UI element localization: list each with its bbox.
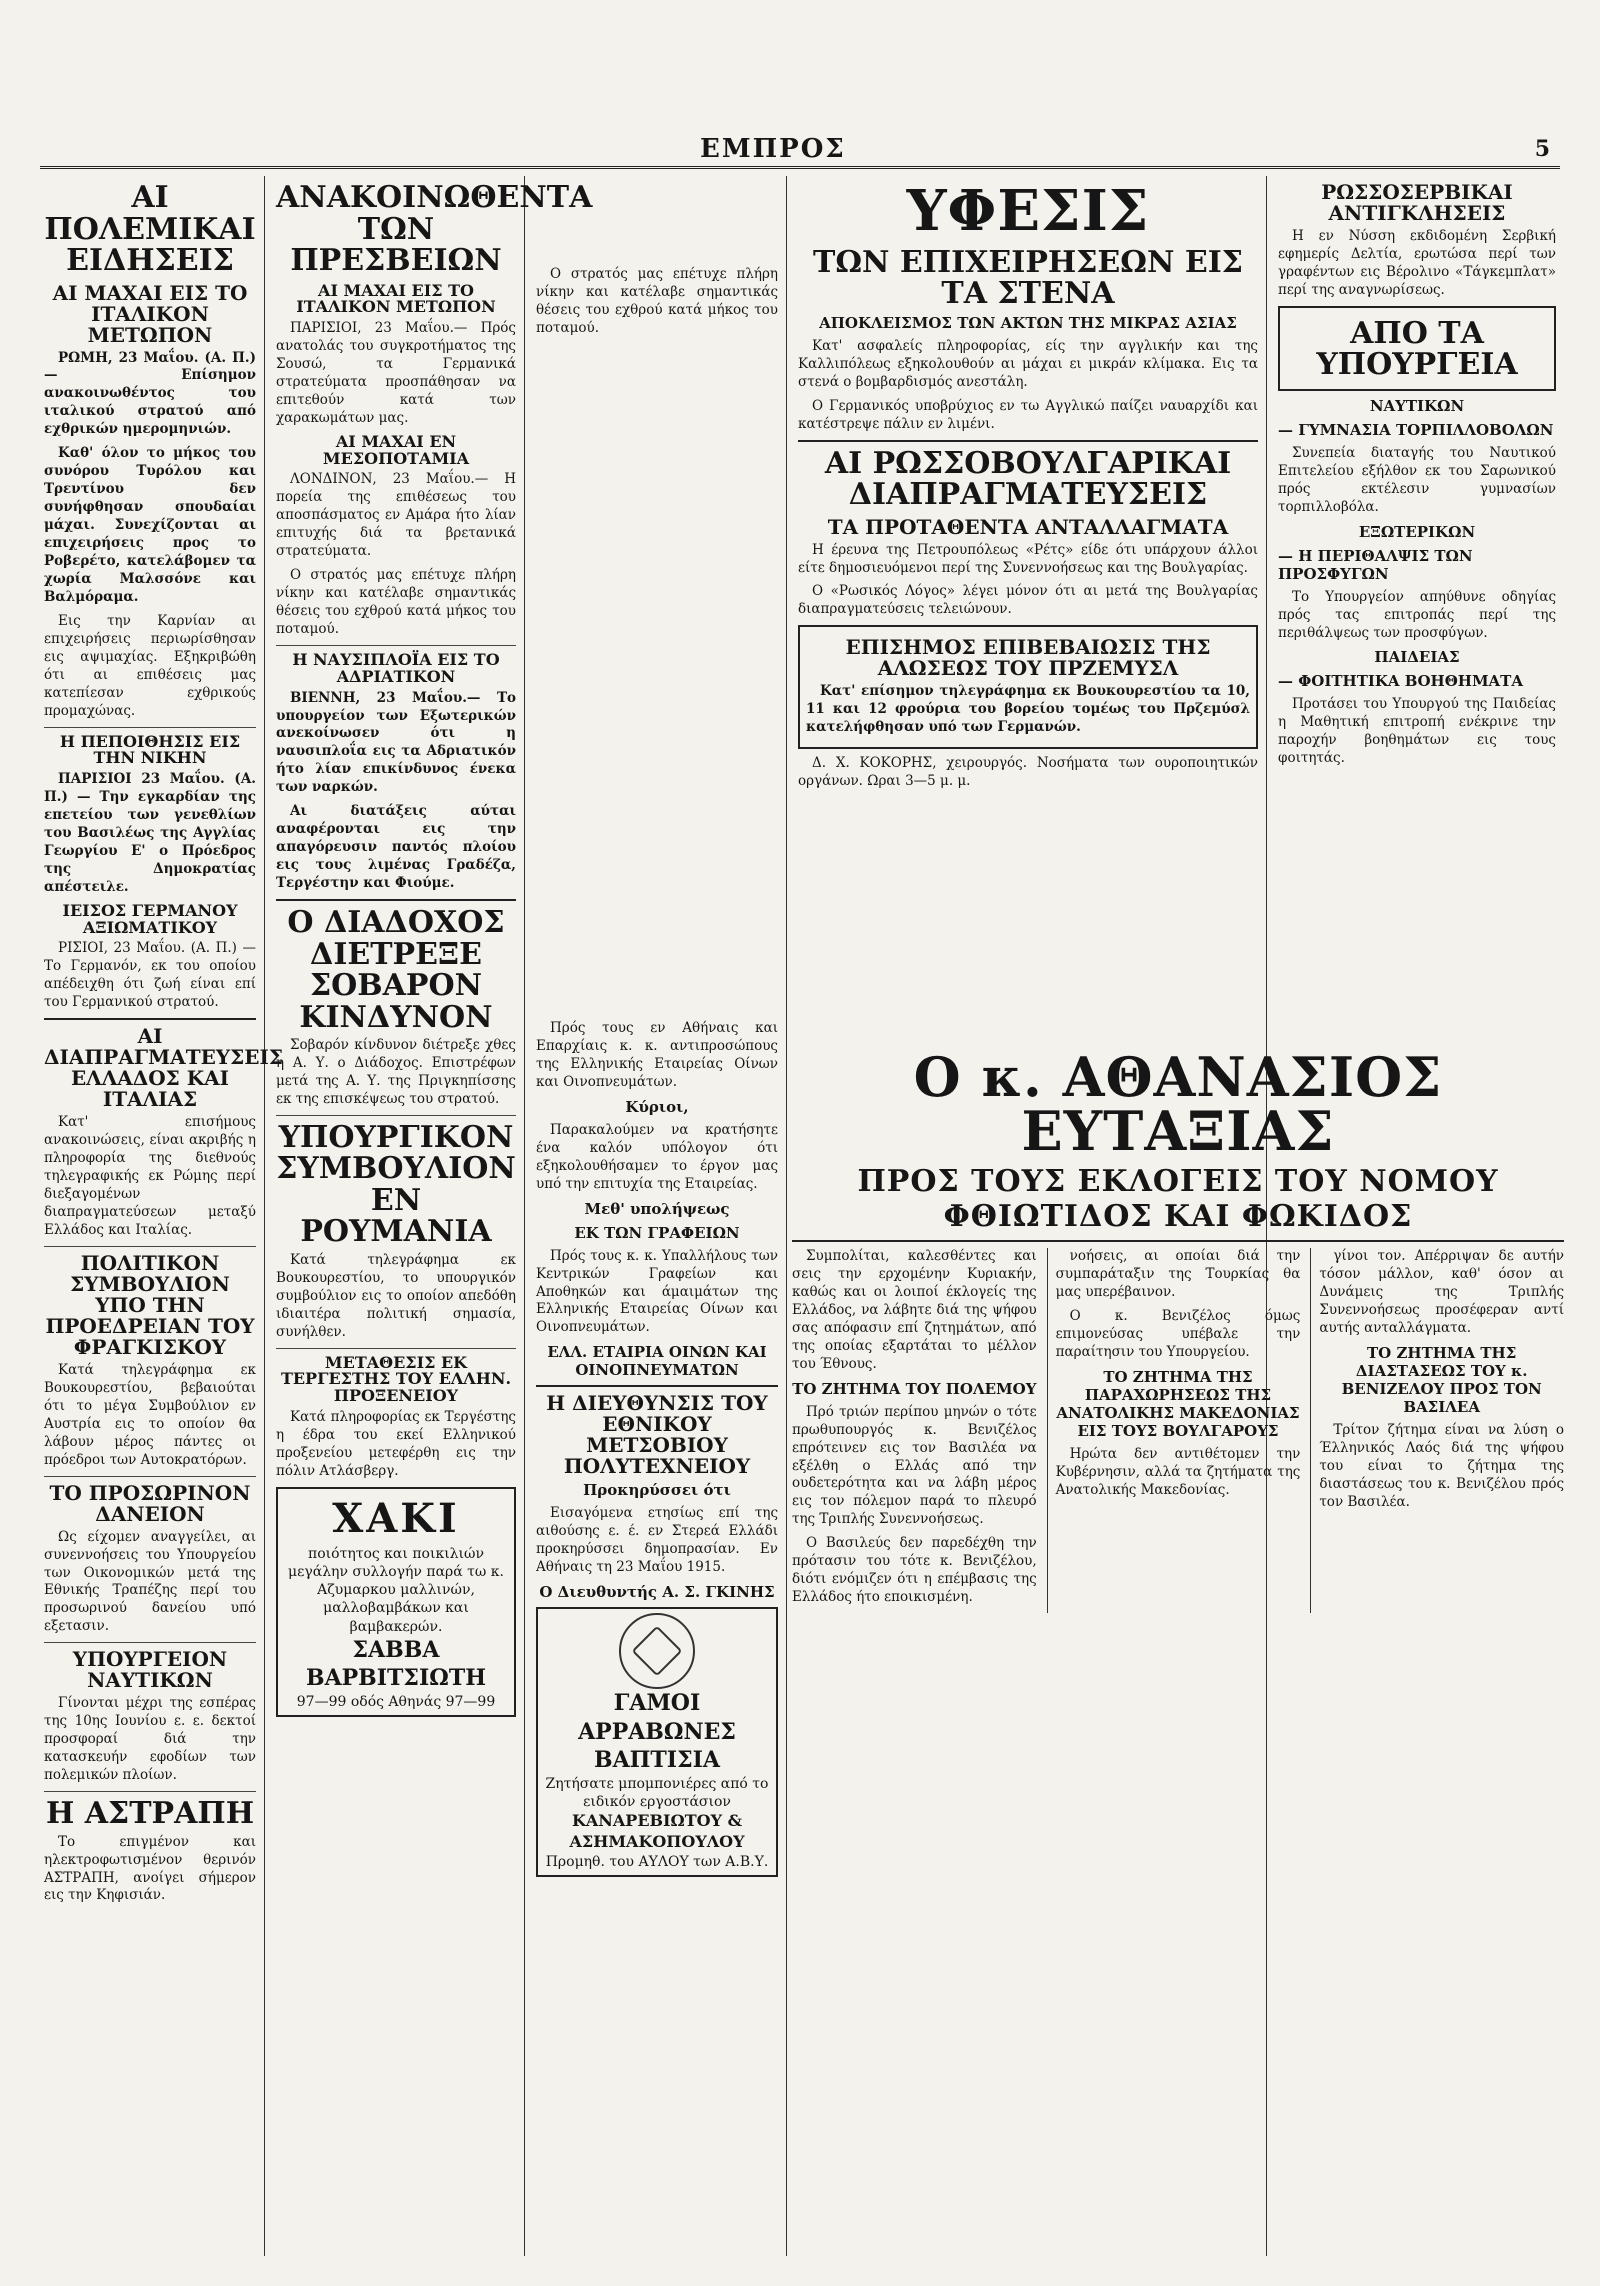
- ad-footer: Προμηθ. του ΑΥΛΟΥ των Α.Β.Υ.: [545, 1853, 769, 1870]
- column-rule: [524, 176, 525, 2256]
- column-rule: [264, 176, 265, 2256]
- article-paragraph: Σοβαρόν κίνδυνον διέτρεξε χθες η Α. Υ. ο Διάδοχος. Επιστρέφων μετά της Α. Υ. της Πριγκηπίσσης εκ της επισκέψεως του στρατού.: [276, 1037, 516, 1107]
- section-naval: ΝΑΥΤΙΚΩΝ: [1369, 396, 1465, 415]
- headline-victory-faith: Η ΠΕΠΟΙΘΗΣΙΣ ΕΙΣ ΤΗΝ ΝΙΚΗΝ: [59, 731, 241, 768]
- article-paragraph: Κατ' επισήμους ανακοινώσεις, είναι ακριβής η πληροφορία της διεθνούς τηλεγραφικής εκ Ρώμης περί διεξαγομένων διαπραγματεύσεων μεταξύ Ελλάδος και Ιταλίας.: [44, 1114, 256, 1238]
- article-paragraph: Ο «Ρωσικός Λόγος» λέγει μόνον ότι αι μετά της Βουλγαρίας διαπραγματεύσεις τελειώνουν.: [798, 583, 1258, 618]
- article-paragraph: Η εν Νύσση εκδιδομένη Σερβική εφημερίς Δελτία, ερωτώσα περί των γραφέντων εις Βέρολινο «Τάγκεμπλατ» περί της αναγνωρίσεως.: [1278, 228, 1556, 298]
- page-number: 5: [1534, 136, 1550, 162]
- article-paragraph: Προτάσει του Υπουργού της Παιδείας η Μαθητική επιτροπή ενέκρινε την παροχήν βοηθημάτων εις τους φοιτητάς.: [1278, 696, 1556, 767]
- article-paragraph: ΡΙΣΙΟΙ, 23 Μαΐου. (Α. Π.) — Το Γερμανόν, εκ του οποίου απέδειχθη ότι ζωή είναι επί του Γερμανικού στρατού.: [44, 940, 256, 1011]
- article-eftaxias: [792, 1045, 1565, 1613]
- headline-romania-council: ΥΠΟΥΡΓΙΚΟΝ ΣΥΜΒΟΥΛΙΟΝ ΕΝ ΡΟΥΜΑΝΙΑ: [276, 1119, 516, 1250]
- subheading-offices: ΕΚ ΤΩΝ ΓΡΑΦΕΙΩΝ: [574, 1223, 740, 1242]
- article-paragraph: Κατά τηλεγράφημα εκ Βουκουρεστίου, βεβαιούται ότι το μέγα Συμβούλιον εν Αυστρία εις το οποίον θα λάβουν μέρος πάντες οι πρόεδροι των Αυτοκρατόρων.: [44, 1361, 256, 1468]
- headline-crown-prince: Ο ΔΙΑΔΟΧΟΣ ΔΙΕΤΡΕΞΕ ΣΟΒΑΡΟΝ ΚΙΝΔΥΝΟΝ: [287, 905, 505, 1035]
- article-paragraph: ΡΩΜΗ, 23 Μαΐου. (Α. Π.) — Επίσημον ανακοινωθέντος του ιταλικού στρατού από εχθρικών ημερομηνιών.: [44, 349, 256, 438]
- subheadline-voters: ΠΡΟΣ ΤΟΥΣ ΕΚΛΟΓΕΙΣ ΤΟΥ ΝΟΜΟΥ ΦΘΙΩΤΙΔΟΣ ΚΑΙ ΦΩΚΙΔΟΣ: [857, 1164, 1499, 1234]
- headline-provisional-loan: ΤΟ ΠΡΟΣΩΡΙΝΟΝ ΔΑΝΕΙΟΝ: [49, 1480, 251, 1526]
- subheading-dispute: ΤΟ ΖΗΤΗΜΑ ΤΗΣ ΔΙΑΣΤΑΣΕΩΣ ΤΟΥ κ. ΒΕΝΙΖΕΛΟΥ ΠΡΟΣ ΤΟΝ ΒΑΣΙΛΕΑ: [1341, 1343, 1542, 1416]
- article-paragraph: Κατ' επίσημον τηλεγράφημα εκ Βουκουρεστίου τα 10, 11 και 12 φρούρια του βορείου τομέως του Πρζεμύσλ κατελήφθησαν υπό των Γερμανών.: [806, 683, 1250, 736]
- ad-heading: ΓΑΜΟΙ: [613, 1690, 701, 1717]
- divider: [44, 1791, 256, 1792]
- article-column: [792, 1248, 1037, 1613]
- divider: [792, 1240, 1564, 1242]
- headline-german-officer: ΙΕΙΣΟΣ ΓΕΡΜΑΝΟΥ ΑΞΙΩΜΑΤΙΚΟΥ: [62, 900, 238, 937]
- article-paragraph: ΠΑΡΙΣΙΟΙ, 23 Μαΐου.— Πρός ανατολάς του συγκροτήματος της Σουσώ, τα Γερμανικά στρατεύματα προσπάθησαν να επιτεθούν κατά των χαρακωμάτων μας.: [276, 320, 516, 426]
- ad-headline: ΧΑΚΙ: [332, 1494, 460, 1542]
- subheading-torpedo: — ΓΥΜΝΑΣΙΑ ΤΟΡΠΙΛΛΟΒΟΛΩΝ: [1278, 420, 1554, 439]
- advertisement-khaki: [276, 1487, 516, 1717]
- signature: Ο Διευθυντής Α. Σ. ΓΚΙΝΗΣ: [539, 1583, 775, 1602]
- headline-war-news: ΑΙ ΠΟΛΕΜΙΚΑΙ ΕΙΔΗΣΕΙΣ: [44, 180, 256, 278]
- ad-text: ποιότητος και ποικιλιών μεγάλην συλλογήν παρά τω κ. Αζυμαρκου μαλλινών, μαλλοβαμβάκων και βαμβακερών.: [288, 1545, 504, 1635]
- newspaper-title: ΕΜΠΡΟΣ: [700, 134, 846, 164]
- column-5: [1270, 176, 1564, 1036]
- article-paragraph: ΠΑΡΙΣΙΟΙ 23 Μαΐου. (Α. Π.) — Την εγκαρδίαν της επετείου των γενεθλίων του Βασιλέως της Αγγλίας Γεωργίου Ε' ο Πρόεδρος της Δημοκρατίας απέστειλε.: [44, 771, 256, 895]
- article-paragraph: Πρό τριών περίπου μηνών ο τότε πρωθυπουργός κ. Βενιζέλος επρότεινεν εις τον Βασιλέα να εξέλθη ο Ελλάς από την ουδετερότητα και να λάβη μέρος εις τον πόλεμον παρά το πλευρό της Τριπλής Συνεννοήσεως.: [792, 1403, 1037, 1528]
- subheading-refugees: — Η ΠΕΡΙΘΑΛΨΙΣ ΤΩΝ ΠΡΟΣΦΥΓΩΝ: [1278, 546, 1473, 583]
- article-paragraph: Παρακαλούμεν να κρατήσητε ένα καλόν υπόλογον ότι εξηκολουθήσαμεν το έργον μας υπό την επιτυχία της Εταιρείας.: [536, 1121, 778, 1192]
- article-paragraph: Ο κ. Βενιζέλος όμως επιμονεύσας υπέβαλε την παραίτησιν του Υπουργείου.: [1055, 1307, 1301, 1360]
- headline-compensations: ΤΑ ΠΡΟΤΑΘΕΝΤΑ ΑΝΤΑΛΛΑΓΜΑΤΑ: [827, 514, 1229, 539]
- article-paragraph: Εισαγόμενα ετησίως επί της αιθούσης ε. έ. εν Στερεά Ελλάδι προκηρύσσει δημοπρασίαν. Εν Αθήναις τη 23 Μαΐου 1915.: [536, 1505, 778, 1576]
- headline-naval-ministry: ΥΠΟΥΡΓΕΙΟΝ ΝΑΥΤΙΚΩΝ: [72, 1647, 228, 1693]
- article-paragraph: Ο στρατός μας επέτυχε πλήρη νίκην και κατέλαβε σημαντικάς θέσεις του εχθρού κατά μήκος του ποταμού.: [536, 266, 778, 336]
- section-foreign: ΕΞΩΤΕΡΙΚΩΝ: [1358, 522, 1476, 541]
- divider: [44, 1642, 256, 1643]
- ad-merchant: ΣΑΒΒΑ ΒΑΡΒΙΤΣΙΩΤΗ: [305, 1636, 487, 1692]
- divider: [536, 1385, 778, 1387]
- article-paragraph: Ως είχομεν αναγγείλει, αι συνεννοήσεις του Υπουργείου των Οικονομικών μετά της Εθνικής Τραπέζης περί του προσωρινού δανείου υπό εξετασιν.: [44, 1528, 256, 1635]
- ad-text: Ζητήσατε μπομπονιέρες από το ειδικόν εργοστάσιον: [545, 1775, 769, 1811]
- article-paragraph: Τρίτον ζήτημα είναι να λύση ο Έλληνικός Λαός διά της ψήφου του είναι το ζήτημα της διαστάσεως του κ. Βενιζέλου πρός τον Βασιλέα.: [1319, 1421, 1565, 1510]
- article-paragraph: Κατά τηλεγράφημα εκ Βουκουρεστίου, το υπουργικόν συμβούλιον εις το οποίον απεδόθη ιδιαιτέρα πολιτική σημασία, συνήλθεν.: [276, 1251, 516, 1340]
- column-3: [528, 1020, 786, 2256]
- column-2: [268, 176, 593, 2256]
- subheading-announces: Προκηρύσσει ότι: [583, 1481, 731, 1500]
- headline-eftaxias: Ο κ. ΑΘΑΝΑΣΙΟΣ ΕΥΤΑΞΙΑΣ: [913, 1045, 1443, 1163]
- article-paragraph: Η έρευνα της Πετρουπόλεως «Ρέτς» είδε ότι υπάρχουν άλλοι είτε δημοσιευόμενοι περί της Συνεννοήσεως και της Βουλγαρίας.: [798, 541, 1258, 576]
- article-paragraph: νοήσεις, αι οποίαι διά την συμπαράταξιν της Τουρκίας θα μας υπερέβαινον.: [1055, 1248, 1301, 1300]
- divider: [276, 1348, 516, 1349]
- divider: [798, 440, 1258, 442]
- article-paragraph: Το επιγμένον και ηλεκτροφωτισμένον θερινόν ΑΣΤΡΑΠΗ, ανοίγει σήμερον εις την Κηφισιάν.: [44, 1833, 256, 1904]
- article-paragraph: Ο Βασιλεύς δεν παρεδέχθη την πρότασιν του τότε κ. Βενιζέλου, διότι ενόμιζεν ότι η επέμβασις της Ελλάδος ήτο εποικισμένη.: [792, 1535, 1037, 1606]
- subheading-war: ΤΟ ΖΗΤΗΜΑ ΤΟΥ ΠΟΛΕΜΟΥ: [792, 1379, 1037, 1398]
- divider: [44, 1476, 256, 1477]
- article-paragraph: Ηρώτα δεν αντιθέτομεν την Κυβέρνησιν, αλλά τα ζητήματα της Ανατολικής Μακεδονίας.: [1055, 1445, 1301, 1498]
- headline-russo-bulgarian: ΑΙ ΡΩΣΣΟΒΟΥΛΓΑΡΙΚΑΙ ΔΙΑΠΡΑΓΜΑΤΕΥΣΕΙΣ: [824, 445, 1232, 513]
- article-paragraph: Συνεπεία διαταγής του Ναυτικού Επιτελείου εξήλθον εκ του Σαρωνικού πρός εκτέλεσιν γυμνασίων τορπιλλοβόλα.: [1278, 444, 1556, 515]
- headline-italian-front: ΑΙ ΜΑΧΑΙ ΕΙΣ ΤΟ ΙΤΑΛΙΚΟΝ ΜΕΤΩΠΟΝ: [52, 280, 248, 347]
- article-paragraph: ΛΟΝΔΙΝΟΝ, 23 Μαΐου.— Η πορεία της επιθέσεως του αποσπάσματος εν Αμάρα ήτο λίαν επιτυχής διά τα βρετανικά στρατεύματα.: [276, 471, 516, 560]
- divider: [276, 1115, 516, 1116]
- ad-heading: ΒΑΠΤΙΣΙΑ: [593, 1747, 721, 1774]
- box-ministries: [1278, 306, 1556, 391]
- article-paragraph: Κατά πληροφορίας εκ Τεργέστης η έδρα του εκεί Ελληνικού προξενείου μετεφέρθη εις την πόλιν Ατλάσβεργ.: [276, 1409, 516, 1479]
- article-paragraph: Αι διατάξεις αύται αναφέρονται εις την απαγόρευσιν παντός πλοίου εις τους λιμένας Γραδέζα, Τεργέστην και Φιούμε.: [276, 803, 516, 892]
- headline-trieste-consulate: ΜΕΤΑΘΕΣΙΣ ΕΚ ΤΕΡΓΕΣΤΗΣ ΤΟΥ ΕΛΛΗΝ. ΠΡΟΞΕΝΕΙΟΥ: [280, 1352, 512, 1406]
- article-paragraph: γίνοι τον. Απέρριψαν δε αυτήν τόσον μάλλον, καθ' όσον αι Δυνάμεις της Τριπλής Συνεννοήσεως προσέφεραν αντί αυτής ανταλλάγματα.: [1319, 1248, 1565, 1336]
- subheading-student-aid: — ΦΟΙΤΗΤΙΚΑ ΒΟΗΘΗΜΑΤΑ: [1278, 672, 1523, 691]
- ad-address: 97—99 οδός Αθηνάς 97—99: [296, 1693, 496, 1710]
- article-paragraph: ΒΙΕΝΝΗ, 23 Μαΐου.— Το υπουργείον των Εξωτερικών ανεκοίνωσεν ότι η ναυσιπλοΐα εις τα Αδριατικόν ήτο λίαν επικίνδυνος ένεκα των ναρκών.: [276, 689, 516, 796]
- divider: [44, 1246, 256, 1247]
- article-column: [1310, 1248, 1564, 1613]
- seal-emblem-icon: [619, 1613, 695, 1689]
- article-paragraph: Ο στρατός μας επέτυχε πλήρη νίκην και κατέλαβε σημαντικάς θέσεις του εχθρού κατά μήκος του ποταμού.: [276, 567, 516, 638]
- salutation: Κύριοι,: [625, 1097, 689, 1116]
- subheading-blockade: ΑΠΟΚΛΕΙΣΜΟΣ ΤΩΝ ΑΚΤΩΝ ΤΗΣ ΜΙΚΡΑΣ ΑΣΙΑΣ: [819, 313, 1237, 332]
- headline-polytechnic: Η ΔΙΕΥΘΥΝΣΙΣ ΤΟΥ ΕΘΝΙΚΟΥ ΜΕΤΣΟΒΙΟΥ ΠΟΛΥΤΕΧΝΕΙΟΥ: [546, 1391, 768, 1479]
- headline-embassies: ΑΝΑΚΟΙΝΩΘΕΝΤΑ ΤΩΝ ΠΡΕΣΒΕΙΩΝ: [276, 180, 593, 278]
- article-columns: [792, 1248, 1564, 1613]
- divider: [44, 1018, 256, 1020]
- headline-russo-serbian: ΡΩΣΣΟΣΕΡΒΙΚΑΙ ΑΝΤΙΓΚΛΗΣΕΙΣ: [1321, 180, 1513, 225]
- article-paragraph: Πρός τους εν Αθήναις και Επαρχίαις κ. κ. αντιπροσώπους της Ελληνικής Εταιρείας Οίνων και Οινοπνευμάτων.: [536, 1020, 778, 1090]
- article-column: [1047, 1248, 1301, 1613]
- headline-greece-italy: ΑΙ ΔΙΑΠΡΑΓΜΑΤΕΥΣΕΙΣ ΕΛΛΑΔΟΣ ΚΑΙ ΙΤΑΛΙΑΣ: [44, 1024, 283, 1112]
- box-przemysl: [798, 625, 1258, 749]
- headline-adriatic: Η ΝΑΥΣΙΠΛΟΪΑ ΕΙΣ ΤΟ ΑΔΡΙΑΤΙΚΟΝ: [292, 649, 500, 686]
- article-paragraph: Καθ' όλον το μήκος του συνόρου Τυρόλου και Τρεντίνου δεν συνήφθησαν σπουδαίαι μάχαι. Συνεχίζονται αι επιχειρήσεις προς το Ροβερέτο, κατελάβομεν τα χωρία Μαλσσόνε και Βαλμόραμα.: [44, 445, 256, 605]
- article-paragraph: Πρός τους κ. κ. Υπαλλήλους των Κεντρικών Γραφείων και Αποθηκών και άμαιμάτων της Ελληνικής Εταιρείας Οίνων και Οινοπνευμάτων.: [536, 1247, 778, 1336]
- headline-astrapi: Η ΑΣΤΡΑΠΗ: [45, 1796, 255, 1832]
- ad-heading: ΑΡΡΑΒΩΝΕΣ: [578, 1718, 736, 1745]
- masthead: [40, 134, 1560, 169]
- divider: [276, 899, 516, 901]
- article-paragraph-doctor: Δ. Χ. ΚΟΚΟΡΗΣ, χειρουργός. Νοσήματα των ουροποιητικών οργάνων. Ωραι 3—5 μ. μ.: [798, 755, 1258, 790]
- section-education: ΠΑΙΔΕΙΑΣ: [1374, 648, 1460, 667]
- headline-mesopotamia: ΑΙ ΜΑΧΑΙ ΕΝ ΜΕΣΟΠΟΤΑΜΙΑ: [322, 431, 470, 468]
- article-paragraph: Γίνονται μέχρι της εσπέρας της 10ης Ιουνίου ε. ε. δεκτοί προσφοραί διά την κατασκευήν εφοδίων των πολεμικών πλοίων.: [44, 1695, 256, 1784]
- ad-merchant: ΚΑΝΑΡΕΒΙΩΤΟΥ & ΑΣΗΜΑΚΟΠΟΥΛΟΥ: [569, 1811, 745, 1852]
- column-3-top: [528, 176, 786, 1016]
- advertisement-wedding: [536, 1607, 778, 1877]
- article-paragraph: Εις την Καρνίαν αι επιχειρήσεις περιωρίσθησαν εις αψιμαχίας. Εξηκριβώθη ότι αι επιθέσεις μας κατεπίεσαν εχθρικούς προμαχώνας.: [44, 612, 256, 719]
- headline-przemysl: ΕΠΙΣΗΜΟΣ ΕΠΙΒΕΒΑΙΩΣΙΣ ΤΗΣ ΑΛΩΣΕΩΣ ΤΟΥ ΠΡΖΕΜΥΣΛ: [845, 635, 1211, 681]
- headline-ministries: ΑΠΟ ΤΑ ΥΠΟΥΡΓΕΙΑ: [1316, 315, 1518, 383]
- headline-political-council: ΠΟΛΙΤΙΚΟΝ ΣΥΜΒΟΥΛΙΟΝ ΥΠΟ ΤΗΝ ΠΡΟΕΔΡΕΙΑΝ ΤΟΥ ΦΡΑΓΚΙΣΚΟΥ: [45, 1250, 255, 1359]
- column-1: [36, 176, 283, 2256]
- divider: [44, 727, 256, 728]
- divider: [276, 645, 516, 646]
- headline-italian-front-2: ΑΙ ΜΑΧΑΙ ΕΙΣ ΤΟ ΙΤΑΛΙΚΟΝ ΜΕΤΩΠΟΝ: [296, 280, 496, 317]
- signature: ΕΛΛ. ΕΤΑΙΡΙΑ ΟΙΝΩΝ ΚΑΙ ΟΙΝΟΠΝΕΥΜΑΤΩΝ: [547, 1343, 767, 1380]
- article-paragraph: Το Υπουργείον απηύθυνε οδηγίας πρός τας επιτροπάς περί της περιθάλψεως των προσφύγων.: [1278, 588, 1556, 641]
- column-4: [790, 176, 1266, 1036]
- headline-lull: ΥΦΕΣΙΣ: [906, 178, 1150, 244]
- subheading-macedonia: ΤΟ ΖΗΤΗΜΑ ΤΗΣ ΠΑΡΑΧΩΡΗΣΕΩΣ ΤΗΣ ΑΝΑΤΟΛΙΚΗΣ ΜΑΚΕΔΟΝΙΑΣ ΕΙΣ ΤΟΥΣ ΒΟΥΛΓΑΡΟΥΣ: [1056, 1367, 1300, 1440]
- article-paragraph: Κατ' ασφαλείς πληροφορίας, είς την αγγλικήν και της Καλλιπόλεως εξηκολουθούν αι μάχαι ει μικράν κλίμακα. Εις τα στενά ο βομβαρδισμός ανεστάλη.: [798, 337, 1258, 390]
- column-rule: [786, 176, 787, 2256]
- headline-straits: ΤΩΝ ΕΠΙΧΕΙΡΗΣΕΩΝ ΕΙΣ ΤΑ ΣΤΕΝΑ: [813, 244, 1243, 312]
- article-paragraph: Συμπολίται, καλεσθέντες και σεις την ερχομένην Κυριακήν, καθώς και οι λοιποί έκλογείς της Ελλάδος, να λάβητε διά της ψήφου σας απόφασιν επί ζητημάτων, από της οποίας εξαρτάται το μέλλον του Έθνους.: [792, 1248, 1037, 1372]
- signature: Μεθ' υπολήψεως: [584, 1199, 730, 1218]
- article-paragraph: Ο Γερμανικός υποβρύχιος εν τω Αγγλικώ παίζει ναυαρχίδι και κατέστρεψε πάλιν εν λιμένι.: [798, 397, 1258, 432]
